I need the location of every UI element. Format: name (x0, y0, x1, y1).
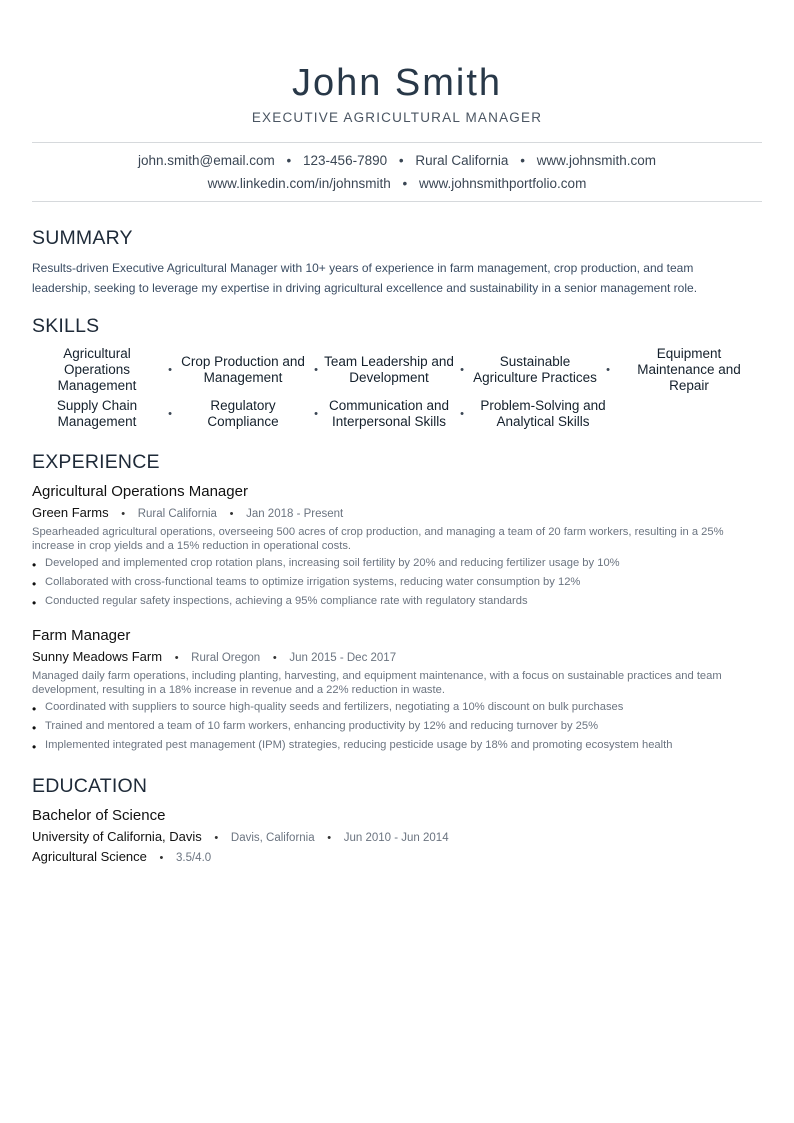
bullet-text: Implemented integrated pest management (IPM) strategies, reducing pesticide usage by 18% and promoting ecosystem health (45, 739, 673, 751)
contact-separator: • (402, 176, 408, 191)
job-title: Farm Manager (32, 627, 131, 644)
contact-phone[interactable]: 123-456-7890 (303, 153, 388, 168)
bullet-marker: • (32, 577, 37, 591)
skills-row-2 (32, 389, 762, 439)
list-item (32, 736, 762, 755)
summary-text: Results-driven Executive Agricultural Manager with 10+ years of experience in farm management, crop production, and team leadership, seeking to leverage my expertise in driving agricultural excellence and sustainability in a senior management role. (32, 261, 698, 295)
meta-separator: • (159, 852, 164, 864)
summary-heading: SUMMARY (32, 227, 133, 249)
job-company: Sunny Meadows Farm (32, 649, 163, 664)
contact-email[interactable]: john.smith@email.com (138, 153, 275, 168)
job-dates: Jun 2015 - Dec 2017 (289, 652, 397, 664)
bullet-marker: • (32, 740, 37, 754)
bullet-marker: • (32, 558, 37, 572)
job-meta (32, 505, 343, 520)
bullet-text: Conducted regular safety inspections, achieving a 95% compliance rate with regulatory standards (45, 595, 528, 607)
skill-item: Problem-Solving and Analytical Skills (480, 398, 606, 429)
skill-separator: • (168, 408, 172, 420)
gpa: 3.5/4.0 (176, 852, 212, 864)
candidate-title: EXECUTIVE AGRICULTURAL MANAGER (251, 110, 543, 125)
job-bullet-list (32, 698, 762, 755)
contact-separator: • (398, 153, 404, 168)
contact-portfolio[interactable]: www.johnsmithportfolio.com (419, 176, 587, 191)
skill-item: Crop Production and Management (181, 354, 305, 385)
contact-separator: • (520, 153, 525, 168)
skill-separator: • (606, 364, 610, 376)
degree-title: Bachelor of Science (32, 807, 166, 824)
list-item (32, 592, 762, 611)
list-item (32, 698, 762, 717)
candidate-name: John Smith (291, 62, 503, 104)
school-location: Davis, California (230, 832, 315, 844)
skills-heading: SKILLS (32, 315, 100, 337)
skill-separator: • (314, 408, 318, 420)
job-company: Green Farms (32, 505, 109, 520)
skill-item: Supply Chain Management (56, 398, 138, 429)
skill-item: Communication and Interpersonal Skills (328, 398, 450, 429)
job-description: Managed daily farm operations, including planting, harvesting, and equipment maintenance, with a focus on sustainable practices and team development, resulting in a 18% increase in revenue and a 22% reduction in waste. (32, 670, 722, 696)
skill-separator: • (168, 364, 172, 376)
meta-separator: • (214, 832, 219, 844)
meta-separator: • (327, 832, 332, 844)
contact-linkedin[interactable]: www.linkedin.com/in/johnsmith (207, 176, 391, 191)
contact-website[interactable]: www.johnsmith.com (536, 153, 656, 168)
skill-item: Regulatory Compliance (207, 398, 279, 429)
list-item (32, 573, 762, 592)
education-heading: EDUCATION (32, 775, 148, 797)
contact-line-1 (32, 153, 762, 168)
skill-separator: • (460, 408, 464, 420)
meta-separator: • (174, 652, 179, 664)
bullet-marker: • (32, 596, 37, 610)
job-description: Spearheaded agricultural operations, overseeing 500 acres of crop production, and managing a team of 20 farm workers, resulting in a 25% increase in crop yields and a 15% reduction in operational costs. (32, 526, 724, 552)
header-divider-top (32, 142, 762, 143)
meta-separator: • (229, 508, 234, 520)
job-dates: Jan 2018 - Present (246, 508, 344, 520)
bullet-marker: • (32, 702, 37, 716)
list-item (32, 717, 762, 736)
job-meta (32, 649, 396, 664)
contact-location: Rural California (415, 153, 509, 168)
bullet-marker: • (32, 721, 37, 735)
education-major-line (32, 849, 211, 864)
experience-heading: EXPERIENCE (32, 451, 160, 473)
job-location: Rural Oregon (191, 652, 261, 664)
skill-item: Agricultural Operations Management (57, 346, 137, 393)
job-title: Agricultural Operations Manager (32, 483, 248, 500)
header-divider-bottom (32, 201, 762, 202)
bullet-text: Coordinated with suppliers to source high-quality seeds and fertilizers, negotiating a 10% discount on bulk purchases (45, 701, 624, 713)
list-item (32, 554, 762, 573)
bullet-text: Collaborated with cross-functional teams to optimize irrigation systems, reducing water consumption by 12% (45, 576, 581, 588)
major: Agricultural Science (32, 849, 147, 864)
skills-row-1 (32, 345, 762, 395)
bullet-text: Trained and mentored a team of 10 farm workers, enhancing productivity by 12% and reducing turnover by 25% (45, 720, 599, 732)
education-meta (32, 829, 449, 844)
skill-item: Equipment Maintenance and Repair (637, 346, 741, 393)
school-name: University of California, Davis (32, 829, 202, 844)
skill-item: Team Leadership and Development (324, 354, 454, 385)
contact-separator: • (286, 153, 292, 168)
meta-separator: • (272, 652, 277, 664)
skill-separator: • (314, 364, 318, 376)
job-location: Rural California (137, 508, 217, 520)
contact-line-2 (32, 176, 762, 191)
job-bullet-list (32, 554, 762, 611)
meta-separator: • (121, 508, 126, 520)
skill-separator: • (460, 364, 464, 376)
bullet-text: Developed and implemented crop rotation plans, increasing soil fertility by 20% and reducing fertilizer usage by 10% (45, 557, 620, 569)
skill-item: Sustainable Agriculture Practices (473, 354, 597, 385)
education-dates: Jun 2010 - Jun 2014 (343, 832, 449, 844)
